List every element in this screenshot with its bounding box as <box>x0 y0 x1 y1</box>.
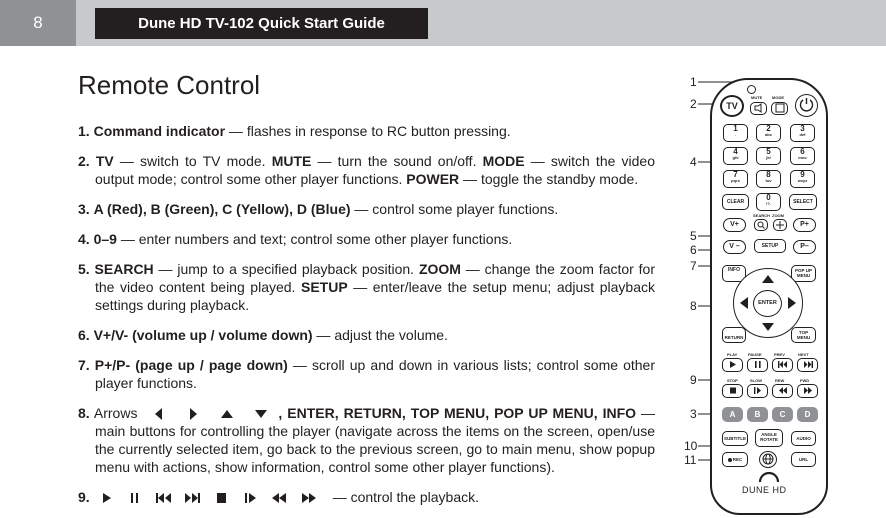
audio-button[interactable]: AUDIO <box>791 431 816 446</box>
callout-11: 11 <box>684 453 697 467</box>
info-button[interactable]: INFO <box>722 265 746 282</box>
arrow-up-icon <box>219 407 235 421</box>
arrow-left-icon <box>151 407 167 421</box>
arrow-right-icon <box>185 407 201 421</box>
power-icon <box>797 95 816 114</box>
nav-left-icon <box>740 297 748 309</box>
c-button[interactable]: C <box>772 407 793 422</box>
list-item: 7. P+/P- (page up / page down) — scroll up and down in various lists; control some other player functions. <box>78 357 656 391</box>
section-heading: Remote Control <box>78 70 261 100</box>
angle-rotate-button[interactable]: ANGLE ROTATE <box>755 429 783 447</box>
callout-1: 1 <box>690 75 697 89</box>
b-button[interactable]: B <box>747 407 768 422</box>
vplus-button[interactable]: V+ <box>723 218 746 232</box>
mute-label: MUTE <box>751 95 763 100</box>
nav-up-icon <box>762 275 774 283</box>
list-item: 5. SEARCH — jump to a specified playback position. ZOOM — change the zoom factor for the video content being played. SETUP — enter/leave the setup menu; adjust playback settings during playback. <box>78 261 656 313</box>
remote-pause-icon <box>750 359 766 370</box>
slow-label: SLOW <box>750 378 762 383</box>
zoom-button[interactable] <box>773 219 787 231</box>
globe-icon <box>761 452 775 466</box>
tv-button[interactable]: TV <box>720 95 744 117</box>
play-label: PLAY <box>727 352 738 357</box>
search-button[interactable] <box>754 219 768 231</box>
nav-right-icon <box>788 297 796 309</box>
digit-5-button[interactable]: 5 jkl <box>756 147 781 165</box>
digit-9-button[interactable]: 9 wxyz <box>790 170 815 188</box>
list-item: 4. 0–9 — enter numbers and text; control some other player functions. <box>78 231 513 247</box>
digit-7-button[interactable]: 7 pqrs <box>723 170 748 188</box>
mode-label: MODE <box>772 95 784 100</box>
popup-menu-button[interactable]: POP UP MENU <box>791 265 816 282</box>
callout-5: 5 <box>690 229 697 243</box>
clear-button[interactable]: CLEAR <box>722 194 749 210</box>
remote-play-icon <box>725 359 741 370</box>
list-item: 9. — control the playback. <box>78 489 479 505</box>
search-icon <box>756 220 766 230</box>
list-item: 3. A (Red), B (Green), C (Yellow), D (Blue) — control some player functions. <box>78 201 559 217</box>
remote-slow-icon <box>750 385 766 396</box>
mode-icon <box>774 103 786 113</box>
digit-0-button[interactable]: 0 !?- <box>756 193 781 211</box>
rew-label: REW <box>775 378 785 383</box>
digit-2-button[interactable]: 2 abc <box>756 124 781 142</box>
remote-rewind-icon <box>775 385 791 396</box>
stop-button[interactable] <box>722 384 743 398</box>
slow-button[interactable] <box>747 384 768 398</box>
globe-button[interactable] <box>759 451 777 468</box>
page-number: 8 <box>0 0 76 46</box>
callout-8: 8 <box>690 299 697 313</box>
stop-icon <box>212 491 231 505</box>
item-label: Command indicator <box>93 123 226 139</box>
rec-dot-icon <box>728 458 732 462</box>
list-item: 2. TV — switch to TV mode. MUTE — turn the sound on/off. MODE — switch the video output mode; control some other player functions. POWER — toggle the standby mode. <box>78 153 655 187</box>
callout-10: 10 <box>684 439 698 453</box>
mode-button[interactable] <box>771 102 788 115</box>
feature-list <box>78 122 655 518</box>
remote-next-icon <box>800 359 816 370</box>
url-button[interactable]: URL <box>791 452 816 467</box>
document-title: Dune HD TV-102 Quick Start Guide <box>95 8 428 39</box>
pause-label: PAUSE <box>748 352 762 357</box>
fast-forward-icon <box>299 491 318 505</box>
digit-1-button[interactable]: 1 . <box>723 124 748 142</box>
vminus-button[interactable]: V – <box>723 240 746 254</box>
digit-8-button[interactable]: 8 tuv <box>756 170 781 188</box>
search-label: SEARCH <box>753 213 770 218</box>
remote-prev-icon <box>775 359 791 370</box>
d-button[interactable]: D <box>797 407 818 422</box>
next-label: NEXT <box>798 352 809 357</box>
callout-4: 4 <box>690 155 697 169</box>
command-indicator <box>747 85 756 94</box>
dune-logo-icon <box>758 472 780 484</box>
next-icon <box>183 491 202 505</box>
digit-6-button[interactable]: 6 mno <box>790 147 815 165</box>
nav-down-icon <box>762 323 774 331</box>
zoom-label: ZOOM <box>772 213 784 218</box>
a-button[interactable]: A <box>722 407 743 422</box>
remote-forward-icon <box>800 385 816 396</box>
select-button[interactable]: SELECT <box>789 194 817 210</box>
list-item: 6. V+/V- (volume up / volume down) — adjust the volume. <box>78 327 448 343</box>
brand-label: DUNE HD <box>742 485 787 495</box>
callout-6: 6 <box>690 243 697 257</box>
power-button[interactable] <box>795 94 818 117</box>
fwd-button[interactable] <box>797 384 818 398</box>
previous-icon <box>154 491 173 505</box>
speaker-icon <box>753 103 765 113</box>
callout-9: 9 <box>690 373 697 387</box>
digit-4-button[interactable]: 4 ghi <box>723 147 748 165</box>
next-button[interactable] <box>797 358 818 372</box>
subtitle-button[interactable]: SUBTITLE <box>722 431 748 446</box>
list-item: 8. Arrows , ENTER, RETURN, TOP MENU, POP UP MENU, INFO — main buttons for controlling the player (navigate across the items on the screen, open/use the currently selected item, go back to the previous screen, go to main menu, show popup menu with actions, show information, control some other player functions). <box>78 405 656 475</box>
rewind-icon <box>270 491 289 505</box>
stop-label: STOP <box>727 378 738 383</box>
top-menu-button[interactable]: TOP MENU <box>791 327 816 343</box>
play-icon <box>97 491 116 505</box>
zoom-icon <box>775 220 785 230</box>
setup-button[interactable]: SETUP <box>754 239 786 253</box>
pminus-button[interactable]: P– <box>793 240 816 254</box>
slow-icon <box>241 491 260 505</box>
enter-button[interactable]: ENTER <box>753 290 782 317</box>
callout-3: 3 <box>690 407 697 421</box>
play-button[interactable] <box>722 358 743 372</box>
list-item: 1. Command indicator — flashes in response to RC button pressing. <box>78 123 511 139</box>
remote-stop-icon <box>725 385 741 396</box>
rec-button[interactable]: REC <box>722 452 748 467</box>
return-button[interactable]: RETURN <box>722 327 746 343</box>
fwd-label: FWD <box>800 378 810 383</box>
rew-button[interactable] <box>772 384 793 398</box>
digit-3-button[interactable]: 3 def <box>790 124 815 142</box>
callout-2: 2 <box>690 97 697 111</box>
mute-button[interactable] <box>750 102 767 115</box>
arrow-down-icon <box>253 407 269 421</box>
prev-button[interactable] <box>772 358 793 372</box>
callout-7: 7 <box>690 259 697 273</box>
pause-icon <box>125 491 144 505</box>
prev-label: PREV <box>774 352 785 357</box>
pause-button[interactable] <box>747 358 768 372</box>
pplus-button[interactable]: P+ <box>793 218 816 232</box>
